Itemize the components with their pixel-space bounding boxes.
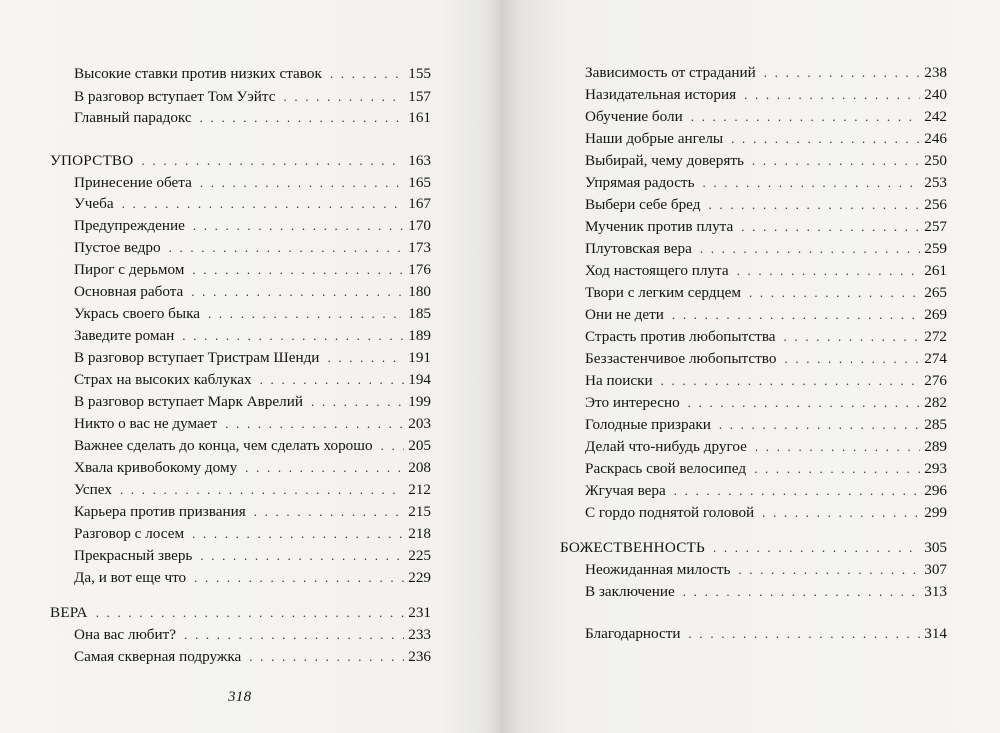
toc-entry-title: Зависимость от страданий — [585, 64, 756, 81]
dot-leader — [752, 151, 920, 171]
dot-leader — [120, 480, 404, 500]
dot-leader — [249, 647, 404, 667]
toc-entry-page: 203 — [408, 415, 431, 432]
dot-leader — [719, 415, 920, 435]
toc-entry-title: Пирог с дерьмом — [74, 261, 185, 278]
toc-entry — [74, 436, 431, 456]
toc-entry-page: 231 — [408, 604, 431, 621]
toc-entry — [585, 151, 947, 171]
dot-leader — [194, 568, 404, 588]
toc-entry-title: В разговор вступает Марк Аврелий — [74, 393, 303, 410]
toc-entry-title: Предупреждение — [74, 217, 185, 234]
toc-entry — [585, 173, 947, 193]
toc-entry-page: 265 — [924, 284, 947, 301]
toc-entry-title: Разговор с лосем — [74, 525, 185, 542]
toc-entry — [74, 260, 431, 280]
toc-entry — [585, 283, 947, 303]
toc-entry-page: 259 — [924, 240, 947, 257]
toc-entry — [74, 524, 431, 544]
toc-entry — [74, 238, 431, 258]
dot-leader — [192, 260, 404, 280]
toc-entry-page: 165 — [408, 174, 431, 191]
toc-entry-title: БОЖЕСТВЕННОСТЬ — [560, 539, 705, 556]
toc-entry-title: Выбери себе бред — [585, 196, 701, 213]
dot-leader — [225, 414, 404, 434]
toc-entry-page: 289 — [924, 438, 947, 455]
toc-entry-page: 215 — [408, 503, 431, 520]
toc-entry-page: 233 — [408, 626, 431, 643]
toc-entry-title: Важнее сделать до конца, чем сделать хорошо — [74, 437, 373, 454]
toc-entry-page: 180 — [408, 283, 431, 300]
dot-leader — [708, 195, 920, 215]
toc-entry-title: Никто о вас не думает — [74, 415, 218, 432]
dot-leader — [381, 436, 405, 456]
toc-entry-title: Жгучая вера — [585, 482, 666, 499]
toc-entry — [74, 64, 431, 84]
dot-leader — [749, 283, 920, 303]
toc-entry-page: 185 — [408, 305, 431, 322]
toc-section-heading — [50, 603, 431, 623]
toc-entry-title: Высокие ставки против низких ставок — [74, 65, 322, 82]
toc-entry-title: Мученик против плута — [585, 218, 734, 235]
toc-entry-title: Упрямая радость — [585, 174, 695, 191]
dot-leader — [731, 129, 920, 149]
toc-entry — [74, 216, 431, 236]
dot-leader — [738, 560, 920, 580]
dot-leader — [737, 261, 921, 281]
toc-entry-title: Беззастенчивое любопытство — [585, 350, 777, 367]
dot-leader — [254, 502, 405, 522]
toc-entry-page: 173 — [408, 239, 431, 256]
toc-entry — [74, 348, 431, 368]
toc-entry-page: 163 — [408, 152, 431, 169]
toc-entry-title: Прекрасный зверь — [74, 547, 193, 564]
toc-entry — [585, 327, 947, 347]
toc-entry-title: Обучение боли — [585, 108, 683, 125]
toc-entry-title: Это интересно — [585, 394, 680, 411]
toc-entry — [74, 625, 431, 645]
toc-entry-title: Заведите роман — [74, 327, 175, 344]
toc-entry-page: 240 — [924, 86, 947, 103]
toc-entry-title: ВЕРА — [50, 604, 88, 621]
toc-entry-page: 257 — [924, 218, 947, 235]
dot-leader — [193, 216, 404, 236]
toc-entry — [585, 305, 947, 325]
toc-entry — [585, 415, 947, 435]
dot-leader — [327, 348, 404, 368]
toc-section-heading — [50, 151, 431, 171]
right-page — [500, 0, 1000, 733]
toc-entry-title: Твори с легким сердцем — [585, 284, 741, 301]
toc-entry-page: 299 — [924, 504, 947, 521]
toc-entry-page: 253 — [924, 174, 947, 191]
toc-entry-title: Страх на высоких каблуках — [74, 371, 252, 388]
toc-entry-title: Пустое ведро — [74, 239, 161, 256]
toc-entry-title: Выбирай, чему доверять — [585, 152, 744, 169]
dot-leader — [784, 327, 921, 347]
dot-leader — [169, 238, 405, 258]
dot-leader — [700, 239, 920, 259]
dot-leader — [182, 326, 404, 346]
toc-entry-page: 242 — [924, 108, 947, 125]
dot-leader — [784, 349, 920, 369]
toc-entry-page: 272 — [924, 328, 947, 345]
toc-section-heading — [560, 538, 947, 558]
toc-entry-title: Неожиданная милость — [585, 561, 731, 578]
dot-leader — [688, 393, 921, 413]
dot-leader — [141, 151, 404, 171]
toc-entry-page: 205 — [408, 437, 431, 454]
toc-entry — [585, 624, 947, 644]
toc-entry-page: 170 — [408, 217, 431, 234]
toc-entry-title: Голодные призраки — [585, 416, 711, 433]
dot-leader — [208, 304, 404, 324]
toc-entry-page: 229 — [408, 569, 431, 586]
toc-entry-page: 313 — [924, 583, 947, 600]
toc-entry — [585, 63, 947, 83]
dot-leader — [744, 85, 920, 105]
toc-entry-title: Раскрась свой велосипед — [585, 460, 747, 477]
toc-entry — [74, 194, 431, 214]
toc-entry-page: 167 — [408, 195, 431, 212]
toc-entry-page: 285 — [924, 416, 947, 433]
toc-entry-page: 194 — [408, 371, 431, 388]
dot-leader — [200, 546, 404, 566]
toc-entry-title: Назидательная история — [585, 86, 737, 103]
dot-leader — [762, 503, 920, 523]
toc-entry — [585, 129, 947, 149]
toc-entry — [585, 560, 947, 580]
toc-entry — [585, 582, 947, 602]
dot-leader — [200, 173, 404, 193]
dot-leader — [754, 459, 920, 479]
toc-entry — [585, 371, 947, 391]
toc-entry-page: 246 — [924, 130, 947, 147]
toc-entry-page: 269 — [924, 306, 947, 323]
toc-entry — [74, 173, 431, 193]
dot-leader — [713, 538, 920, 558]
dot-leader — [283, 87, 404, 107]
toc-entry-title: В разговор вступает Том Уэйтс — [74, 88, 276, 105]
toc-entry-title: Карьера против призвания — [74, 503, 246, 520]
toc-entry — [585, 217, 947, 237]
page-number: 318 — [228, 689, 252, 705]
toc-entry — [74, 546, 431, 566]
toc-entry-page: 155 — [408, 65, 431, 82]
toc-entry-title: Благодарности — [585, 625, 681, 642]
toc-entry-page: 296 — [924, 482, 947, 499]
toc-entry — [585, 85, 947, 105]
toc-entry-page: 199 — [408, 393, 431, 410]
toc-entry — [74, 304, 431, 324]
dot-leader — [683, 582, 920, 602]
toc-entry — [74, 568, 431, 588]
dot-leader — [741, 217, 920, 237]
toc-entry-title: Укрась своего быка — [74, 305, 200, 322]
dot-leader — [191, 282, 404, 302]
toc-entry-page: 218 — [408, 525, 431, 542]
toc-entry-page: 314 — [924, 625, 947, 642]
toc-entry — [74, 392, 431, 412]
toc-entry — [74, 370, 431, 390]
toc-entry-title: В разговор вступает Тристрам Шенди — [74, 349, 320, 366]
toc-entry-title: Плутовская вера — [585, 240, 692, 257]
dot-leader — [691, 107, 921, 127]
dot-leader — [192, 524, 404, 544]
toc-entry — [74, 108, 431, 128]
toc-entry — [585, 481, 947, 501]
toc-entry-page: 282 — [924, 394, 947, 411]
toc-entry-title: Самая скверная подружка — [74, 648, 242, 665]
dot-leader — [184, 625, 404, 645]
toc-entry-title: Страсть против любопытства — [585, 328, 776, 345]
dot-leader — [672, 305, 920, 325]
toc-entry-title: Она вас любит? — [74, 626, 177, 643]
toc-entry — [74, 647, 431, 667]
toc-entry-title: На поиски — [585, 372, 653, 389]
toc-entry — [74, 480, 431, 500]
toc-entry-page: 261 — [924, 262, 947, 279]
toc-entry — [585, 437, 947, 457]
toc-entry-title: Главный парадокс — [74, 109, 192, 126]
toc-entry-title: Они не дети — [585, 306, 664, 323]
toc-entry — [74, 282, 431, 302]
toc-entry-page: 176 — [408, 261, 431, 278]
toc-entry — [74, 87, 431, 107]
dot-leader — [245, 458, 404, 478]
toc-entry — [74, 458, 431, 478]
toc-entry-page: 157 — [408, 88, 431, 105]
toc-entry-page: 276 — [924, 372, 947, 389]
toc-entry-page: 293 — [924, 460, 947, 477]
toc-entry-page: 208 — [408, 459, 431, 476]
toc-entry — [74, 502, 431, 522]
toc-entry-page: 212 — [408, 481, 431, 498]
dot-leader — [661, 371, 921, 391]
dot-leader — [311, 392, 404, 412]
toc-entry — [585, 107, 947, 127]
toc-entry-title: Да, и вот еще что — [74, 569, 187, 586]
toc-entry-page: 274 — [924, 350, 947, 367]
toc-entry — [585, 349, 947, 369]
toc-entry-title: Хвала кривобокому дому — [74, 459, 238, 476]
toc-entry-title: Наши добрые ангелы — [585, 130, 724, 147]
toc-entry-page: 161 — [408, 109, 431, 126]
toc-entry-page: 236 — [408, 648, 431, 665]
toc-entry-page: 305 — [924, 539, 947, 556]
dot-leader — [703, 173, 921, 193]
toc-entry-page: 250 — [924, 152, 947, 169]
dot-leader — [330, 64, 404, 84]
toc-entry-title: В заключение — [585, 583, 675, 600]
dot-leader — [689, 624, 921, 644]
dot-leader — [122, 194, 405, 214]
dot-leader — [674, 481, 920, 501]
dot-leader — [755, 437, 920, 457]
toc-entry-title: С гордо поднятой головой — [585, 504, 755, 521]
toc-entry-title: Успех — [74, 481, 112, 498]
toc-entry — [585, 503, 947, 523]
toc-entry — [585, 239, 947, 259]
toc-entry-page: 225 — [408, 547, 431, 564]
dot-leader — [200, 108, 405, 128]
toc-entry-title: Делай что-нибудь другое — [585, 438, 747, 455]
toc-entry-page: 256 — [924, 196, 947, 213]
toc-entry — [585, 261, 947, 281]
toc-entry-page: 191 — [408, 349, 431, 366]
toc-entry — [74, 414, 431, 434]
toc-entry-page: 307 — [924, 561, 947, 578]
dot-leader — [96, 603, 405, 623]
toc-entry-title: Принесение обета — [74, 174, 192, 191]
toc-right — [500, 0, 1000, 733]
toc-entry-title: Ход настоящего плута — [585, 262, 729, 279]
dot-leader — [260, 370, 405, 390]
toc-entry-title: Основная работа — [74, 283, 184, 300]
dot-leader — [764, 63, 920, 83]
toc-entry — [585, 459, 947, 479]
toc-entry — [74, 326, 431, 346]
toc-entry — [585, 393, 947, 413]
toc-entry-page: 238 — [924, 64, 947, 81]
toc-entry-page: 189 — [408, 327, 431, 344]
toc-entry-title: УПОРСТВО — [50, 152, 134, 169]
toc-entry-title: Учеба — [74, 195, 114, 212]
toc-entry — [585, 195, 947, 215]
